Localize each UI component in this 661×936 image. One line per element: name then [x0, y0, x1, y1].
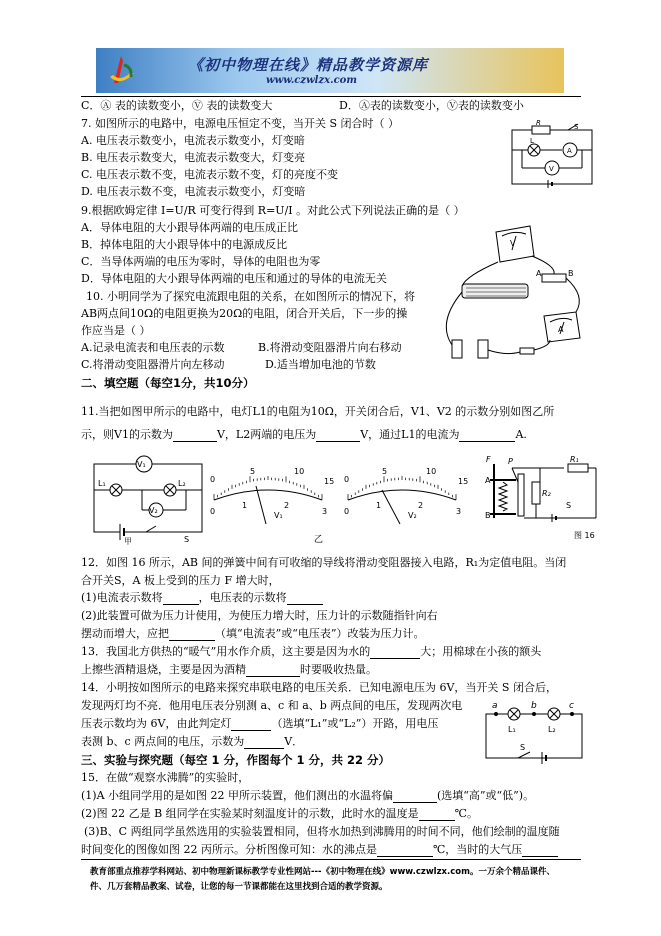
- fig16-r1-label: R₁: [570, 455, 579, 464]
- meter1-tick-b1: 1: [242, 501, 248, 510]
- q7-option-c: C. 电压表示数不变，电流表示数不变，灯的亮度不变: [81, 168, 339, 181]
- fig11-meter-v1: [214, 476, 456, 524]
- fig10-point-a: A: [536, 269, 542, 278]
- fig7-l-label: L: [530, 137, 534, 145]
- q10-stem-2: AB两点间10Ω的电阻更换为20Ω的电阻，闭合开关后，下一步的操: [81, 307, 408, 320]
- footer-line-1: 教育部重点推荐学科网站、初中物理新课标教学专业性网站---《初中物理在线》www.czwlzx.com。一万余个精品课件、: [90, 867, 555, 877]
- fig10-voltmeter-label: V: [510, 239, 516, 248]
- meter1-tick-15: 15: [324, 477, 335, 486]
- q14-stem-1: 14．小明按如图所示的电路来探究串联电路的电压关系．已知电源电压为 6V，当开关 S 闭合后，: [81, 681, 557, 694]
- q10-stem-1: 10. 小明同学为了探究电流跟电阻的关系，在如图所示的情况下，将: [86, 290, 415, 303]
- fig14-a-label: a: [492, 701, 498, 711]
- meter2-tick-b0: 0: [344, 507, 350, 516]
- meter1-tick-b0: 0: [210, 507, 216, 516]
- meter1-tick-b3: 3: [322, 507, 328, 516]
- section-2-heading: 二、填空题（每空1分，共10分）: [81, 376, 255, 390]
- fig14-l1-label: L₁: [508, 725, 516, 734]
- meter2-tick-b1: 1: [376, 501, 382, 510]
- meter2-tick-b2: 2: [418, 501, 424, 510]
- meter2-tick-15: 15: [458, 477, 469, 486]
- fig7-a-label: A: [567, 147, 572, 155]
- q15-stem: 15．在做“观察水沸腾”的实验时，: [81, 771, 250, 784]
- q13-stem-1: 13．我国北方供热的“暖气”用水作介质，这主要是因为水的 大；用棉球在小孩的额头: [81, 645, 542, 658]
- fig14-c-label: c: [569, 701, 574, 711]
- meter1-tick-10: 10: [294, 467, 305, 476]
- fig7-s-label: S: [574, 123, 579, 131]
- fig16-s-label: S: [566, 501, 572, 510]
- q15-part-3b: 时间变化的图像如图 22 丙所示。分析图像可知：水的沸点是 ℃，当时的大气压: [81, 843, 558, 857]
- q15-part-2: (2)图 22 乙是 B 组同学在实验某时刻温度计的示数，此时水的温度是 ℃。: [81, 807, 478, 820]
- q7-circuit-figure: [508, 120, 596, 192]
- meter1-tick-0: 0: [210, 475, 216, 484]
- fig11-meter-v2: [348, 490, 456, 524]
- fig16-a-label: A: [485, 476, 491, 485]
- section-3-heading: 三、实验与探究题（每空 1 分，作图每个 1 分，共 22 分）: [81, 753, 391, 767]
- q10-experiment-figure: [426, 216, 594, 364]
- q9-option-c: C．当导体两端的电压为零时，导体的电阻也为零: [81, 255, 321, 268]
- q14-stem-2: 发现两灯均不亮．他用电压表分别测 a、c 和 a、b 两点间的电压，发现两次电: [81, 699, 463, 712]
- fig7-r-label: R: [536, 119, 541, 127]
- fig16-r2-label: R₂: [542, 489, 551, 498]
- q9-stem: 9.根据欧姆定律 I=U/R 可变行得到 R=U/I 。对此公式下列说法正确的是（ ）: [81, 204, 465, 217]
- fig11-l1-label: L₁: [98, 479, 106, 488]
- fig11-l2-label: L₂: [178, 479, 186, 488]
- q11-stem-1: 11.当把如图甲所示的电路中，电灯L1的电阻为10Ω，开关闭合后，V1、V2 的示数分别如图乙所: [81, 405, 555, 418]
- fig11-circuit-jia: [94, 456, 202, 540]
- q10-stem-3: 作应当是（ ）: [81, 324, 151, 337]
- q12-part-1: (1)电流表示数将 ，电压表的示数将: [81, 591, 323, 605]
- q7-option-d: D. 电压表示数不变，电流表示数变小，灯变暗: [81, 185, 306, 198]
- q11-q12-figures: [86, 452, 595, 546]
- q10-option-a: A.记录电流表和电压表的示数: [81, 341, 225, 354]
- banner-url: www.czwlzx.com: [266, 75, 357, 86]
- meter2-tick-0: 0: [344, 475, 350, 484]
- q14-stem-4: 表测 b、c 两点间的电压，示数为 V．: [81, 735, 304, 748]
- q6-option-c: C．Ⓐ 表的读数变小，Ⓥ 表的读数变大: [81, 99, 273, 112]
- fig10-ammeter-label: A: [558, 325, 564, 334]
- fig16-caption: 图 16: [574, 531, 595, 540]
- q12-stem-2: 合开关S，A 板上受到的压力 F 增大时，: [81, 574, 280, 587]
- meter2-tick-b3: 3: [456, 507, 462, 516]
- fig11-caption-yi: 乙: [314, 535, 324, 545]
- q14-circuit-figure: [478, 700, 590, 766]
- fig14-s-label: S: [520, 743, 526, 752]
- fig11-caption-jia: 甲: [124, 537, 132, 546]
- q9-option-d: D．导体电阻的大小跟导体两端的电压和通过的导体的电流无关: [81, 272, 387, 285]
- fig14-l2-label: L₂: [548, 725, 556, 734]
- banner-title: 《初中物理在线》精品教学资源库: [188, 56, 429, 74]
- fig16-b-label: B: [485, 511, 491, 520]
- header-rule: [81, 96, 581, 97]
- q12-stem-1: 12．如图 16 所示，AB 间的弹簧中间有可收缩的导线将滑动变阻器接入电路，R₁为定值电阻。当闭: [81, 556, 567, 569]
- meter1-tick-b2: 2: [284, 501, 290, 510]
- fig16-f-label: F: [486, 455, 491, 464]
- site-logo-icon: [104, 53, 138, 87]
- meter2-tick-10: 10: [426, 467, 437, 476]
- q11-stem-2: 示，则V1的示数为 V，L2两端的电压为 V，通过L1的电流为 A.: [81, 428, 527, 441]
- fig11-v1-label: V₁: [137, 460, 146, 469]
- meter2-name: V₂: [408, 511, 417, 520]
- q15-part-3: (3)B、C 两组同学虽然选用的实验装置相同，但将水加热到沸腾用的时间不同，他们绘制的温度随: [84, 825, 560, 838]
- fig11-v2-label: V₂: [149, 506, 158, 515]
- q15-part-1: (1)A 小组同学用的是如图 22 甲所示装置，他们测出的水温将偏 (选填“高”或“低”)。: [81, 789, 535, 802]
- fig7-v-label: V: [549, 165, 554, 173]
- q9-option-b: B．掉体电阻的大小跟导体中的电源成反比: [81, 238, 288, 251]
- meter1-name: V₁: [274, 511, 283, 520]
- meter2-tick-5: 5: [382, 467, 388, 476]
- q14-stem-3: 压表示数均为 6V，由此判定灯 （选填“L₁”或“L₂”）开路，用电压: [81, 717, 439, 730]
- q10-option-b: B.将滑动变阻器滑片向右移动: [258, 341, 402, 354]
- q13-stem-2: 上擦些酒精退烧，主要是因为酒精 时要吸收热量。: [81, 663, 377, 676]
- footer-line-2: 件、几万套精品教案、试卷，让您的每一节课都能在这里找到合适的教学资源。: [90, 882, 388, 892]
- q12-part-2: (2)此装置可做为压力计使用，为使压力增大时，压力计的示数随指针向右: [81, 609, 438, 622]
- q10-option-c: C.将滑动变阻器滑片向左移动: [81, 358, 225, 371]
- q7-option-a: A. 电压表示数变小，电流表示数变小，灯变暗: [81, 134, 305, 147]
- q7-option-b: B. 电压表示数变大，电流表示数变大，灯变亮: [81, 151, 306, 164]
- fig10-point-b: B: [568, 269, 574, 278]
- fig11-s-label: S: [184, 535, 190, 544]
- q7-stem: 7. 如图所示的电路中，电源电压恒定不变，当开关 S 闭合时（ ）: [81, 117, 400, 130]
- q12-part-2b: 摆动而增大，应把 （填“电流表”或“电压表”）改装为压力计。: [81, 627, 425, 640]
- fig14-b-label: b: [531, 701, 537, 711]
- q10-option-d: D.适当增加电池的节数: [265, 358, 376, 371]
- meter1-tick-5: 5: [250, 467, 256, 476]
- q9-option-a: A．导体电阻的大小跟导体两端的电压成正比: [81, 221, 298, 234]
- q6-option-d: D．Ⓐ表的读数变小，Ⓥ表的读数变小: [339, 99, 524, 112]
- header-banner: [96, 48, 564, 93]
- fig16-p-label: P: [508, 457, 513, 466]
- footer-rule: [81, 859, 581, 860]
